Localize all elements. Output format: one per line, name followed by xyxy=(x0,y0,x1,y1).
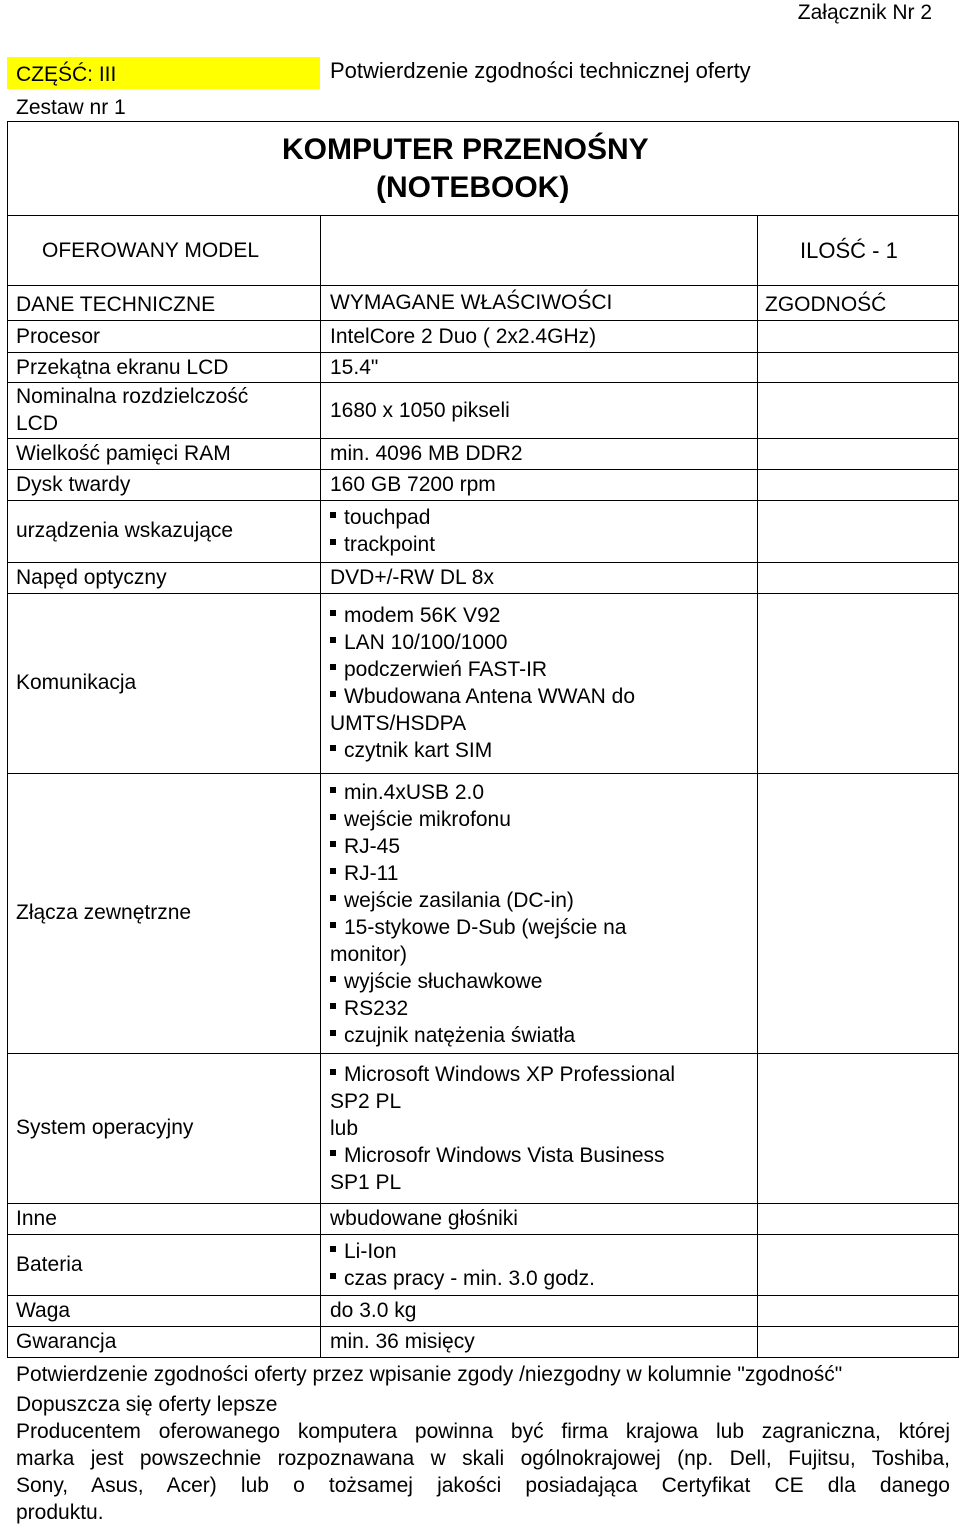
list-item: RJ-45 xyxy=(330,833,400,860)
row-sep xyxy=(7,500,959,501)
row-label-optical: Napęd optyczny xyxy=(16,566,167,589)
row-label-pointing: urządzenia wskazujące xyxy=(16,519,234,542)
list-item: Li-Ion xyxy=(330,1238,397,1265)
row-value-weight: do 3.0 kg xyxy=(330,1299,417,1322)
list-item-continuation: lub xyxy=(330,1117,359,1140)
row-sep xyxy=(7,1234,959,1235)
row-label-other: Inne xyxy=(16,1207,57,1230)
row-label-weight: Waga xyxy=(16,1299,71,1322)
list-item: LAN 10/100/1000 xyxy=(330,629,507,656)
footer-producer-line: produktu. xyxy=(16,1501,104,1524)
model-divider-right xyxy=(757,215,758,285)
row-value-screen-size: 15.4" xyxy=(330,356,379,379)
row-label-ram: Wielkość pamięci RAM xyxy=(16,442,231,465)
list-item: czujnik natężenia światła xyxy=(330,1022,575,1049)
list-item: podczerwień FAST-IR xyxy=(330,656,547,683)
list-item: 15-stykowe D-Sub (wejście na xyxy=(330,914,626,941)
footer-producer-line: Sony, Asus, Acer) lub o tożsamej jakości posiadająca Certyfikat CE dla danego xyxy=(16,1474,950,1497)
list-item: Wbudowana Antena WWAN do xyxy=(330,683,635,710)
list-item-continuation: SP1 PL xyxy=(330,1171,402,1194)
row-label-resolution-2: LCD xyxy=(16,412,59,435)
row-value-warranty: min. 36 misięcy xyxy=(330,1330,475,1353)
row-label-ports: Złącza zewnętrzne xyxy=(16,901,192,924)
product-title-line2: (NOTEBOOK) xyxy=(376,171,570,204)
row-sep xyxy=(7,1203,959,1204)
set-label: Zestaw nr 1 xyxy=(16,96,126,119)
list-item: RS232 xyxy=(330,995,408,1022)
col-header-tech: DANE TECHNICZNE xyxy=(16,293,216,316)
offered-model-label: OFEROWANY MODEL xyxy=(42,239,260,262)
row-value-other: wbudowane głośniki xyxy=(330,1207,518,1230)
frame-right xyxy=(958,121,959,1358)
row-label-processor: Procesor xyxy=(16,325,101,348)
list-item: Microsofr Windows Vista Business xyxy=(330,1142,665,1169)
row-value-optical: DVD+/-RW DL 8x xyxy=(330,566,494,589)
col-divider-1 xyxy=(320,285,321,1358)
col-header-requirements: WYMAGANE WŁAŚCIWOŚCI xyxy=(330,291,613,314)
list-item: czytnik kart SIM xyxy=(330,737,492,764)
row-value-resolution: 1680 x 1050 pikseli xyxy=(330,399,510,422)
list-item: trackpoint xyxy=(330,531,435,558)
row-sep xyxy=(7,1326,959,1327)
row-sep-model xyxy=(7,285,959,286)
frame-left xyxy=(7,121,8,1358)
list-item: RJ-11 xyxy=(330,860,398,887)
attachment-label: Załącznik Nr 2 xyxy=(797,1,932,24)
list-item-continuation: monitor) xyxy=(330,943,408,966)
part-label: CZĘŚĆ: III xyxy=(16,63,117,86)
product-title-line1: KOMPUTER PRZENOŚNY xyxy=(282,133,649,166)
model-divider-left xyxy=(320,215,321,285)
footer-producer-line: Producentem oferowanego komputera powinna być firma krajowa lub zagraniczna, której xyxy=(16,1420,950,1443)
row-sep xyxy=(7,562,959,563)
row-sep xyxy=(7,1295,959,1296)
list-item: min.4xUSB 2.0 xyxy=(330,779,484,806)
row-sep xyxy=(7,1053,959,1054)
list-item: touchpad xyxy=(330,504,430,531)
row-sep xyxy=(7,593,959,594)
row-value-ram: min. 4096 MB DDR2 xyxy=(330,442,523,465)
header-title: Potwierdzenie zgodności technicznej oferty xyxy=(330,58,751,83)
frame-top xyxy=(7,121,959,122)
row-value-disk: 160 GB 7200 rpm xyxy=(330,473,496,496)
row-sep xyxy=(7,469,959,470)
col-divider-2 xyxy=(757,285,758,1358)
col-header-compliance: ZGODNOŚĆ xyxy=(765,293,887,316)
list-item: wejście zasilania (DC-in) xyxy=(330,887,574,914)
row-sep-title xyxy=(7,215,959,216)
list-item: czas pracy - min. 3.0 godz. xyxy=(330,1265,595,1292)
list-item: wyjście słuchawkowe xyxy=(330,968,542,995)
row-label-warranty: Gwarancja xyxy=(16,1330,117,1353)
quantity-label: ILOŚĆ - 1 xyxy=(800,238,898,263)
row-sep xyxy=(7,320,959,321)
row-value-processor: IntelCore 2 Duo ( 2x2.4GHz) xyxy=(330,325,597,348)
list-item: modem 56K V92 xyxy=(330,602,500,629)
row-sep xyxy=(7,773,959,774)
row-sep-bottom xyxy=(7,1357,959,1358)
list-item: wejście mikrofonu xyxy=(330,806,511,833)
list-item-continuation: UMTS/HSDPA xyxy=(330,712,467,735)
footer-producer-line: marka jest powszechnie rozpoznawana w skali ogólnokrajowej (np. Dell, Fujitsu, Toshiba, xyxy=(16,1447,950,1470)
footer-better-offers: Dopuszcza się oferty lepsze xyxy=(16,1393,278,1416)
row-label-os: System operacyjny xyxy=(16,1116,194,1139)
row-label-disk: Dysk twardy xyxy=(16,473,131,496)
row-label-communication: Komunikacja xyxy=(16,671,137,694)
list-item: Microsoft Windows XP Professional xyxy=(330,1061,675,1088)
row-sep xyxy=(7,438,959,439)
row-sep xyxy=(7,352,959,353)
row-label-resolution: Nominalna rozdzielczość xyxy=(16,385,249,408)
row-sep xyxy=(7,382,959,383)
row-label-screen-size: Przekątna ekranu LCD xyxy=(16,356,229,379)
row-label-battery: Bateria xyxy=(16,1253,83,1276)
list-item-continuation: SP2 PL xyxy=(330,1090,402,1113)
footer-confirmation: Potwierdzenie zgodności oferty przez wpisanie zgody /niezgodny w kolumnie "zgodność" xyxy=(16,1363,843,1386)
